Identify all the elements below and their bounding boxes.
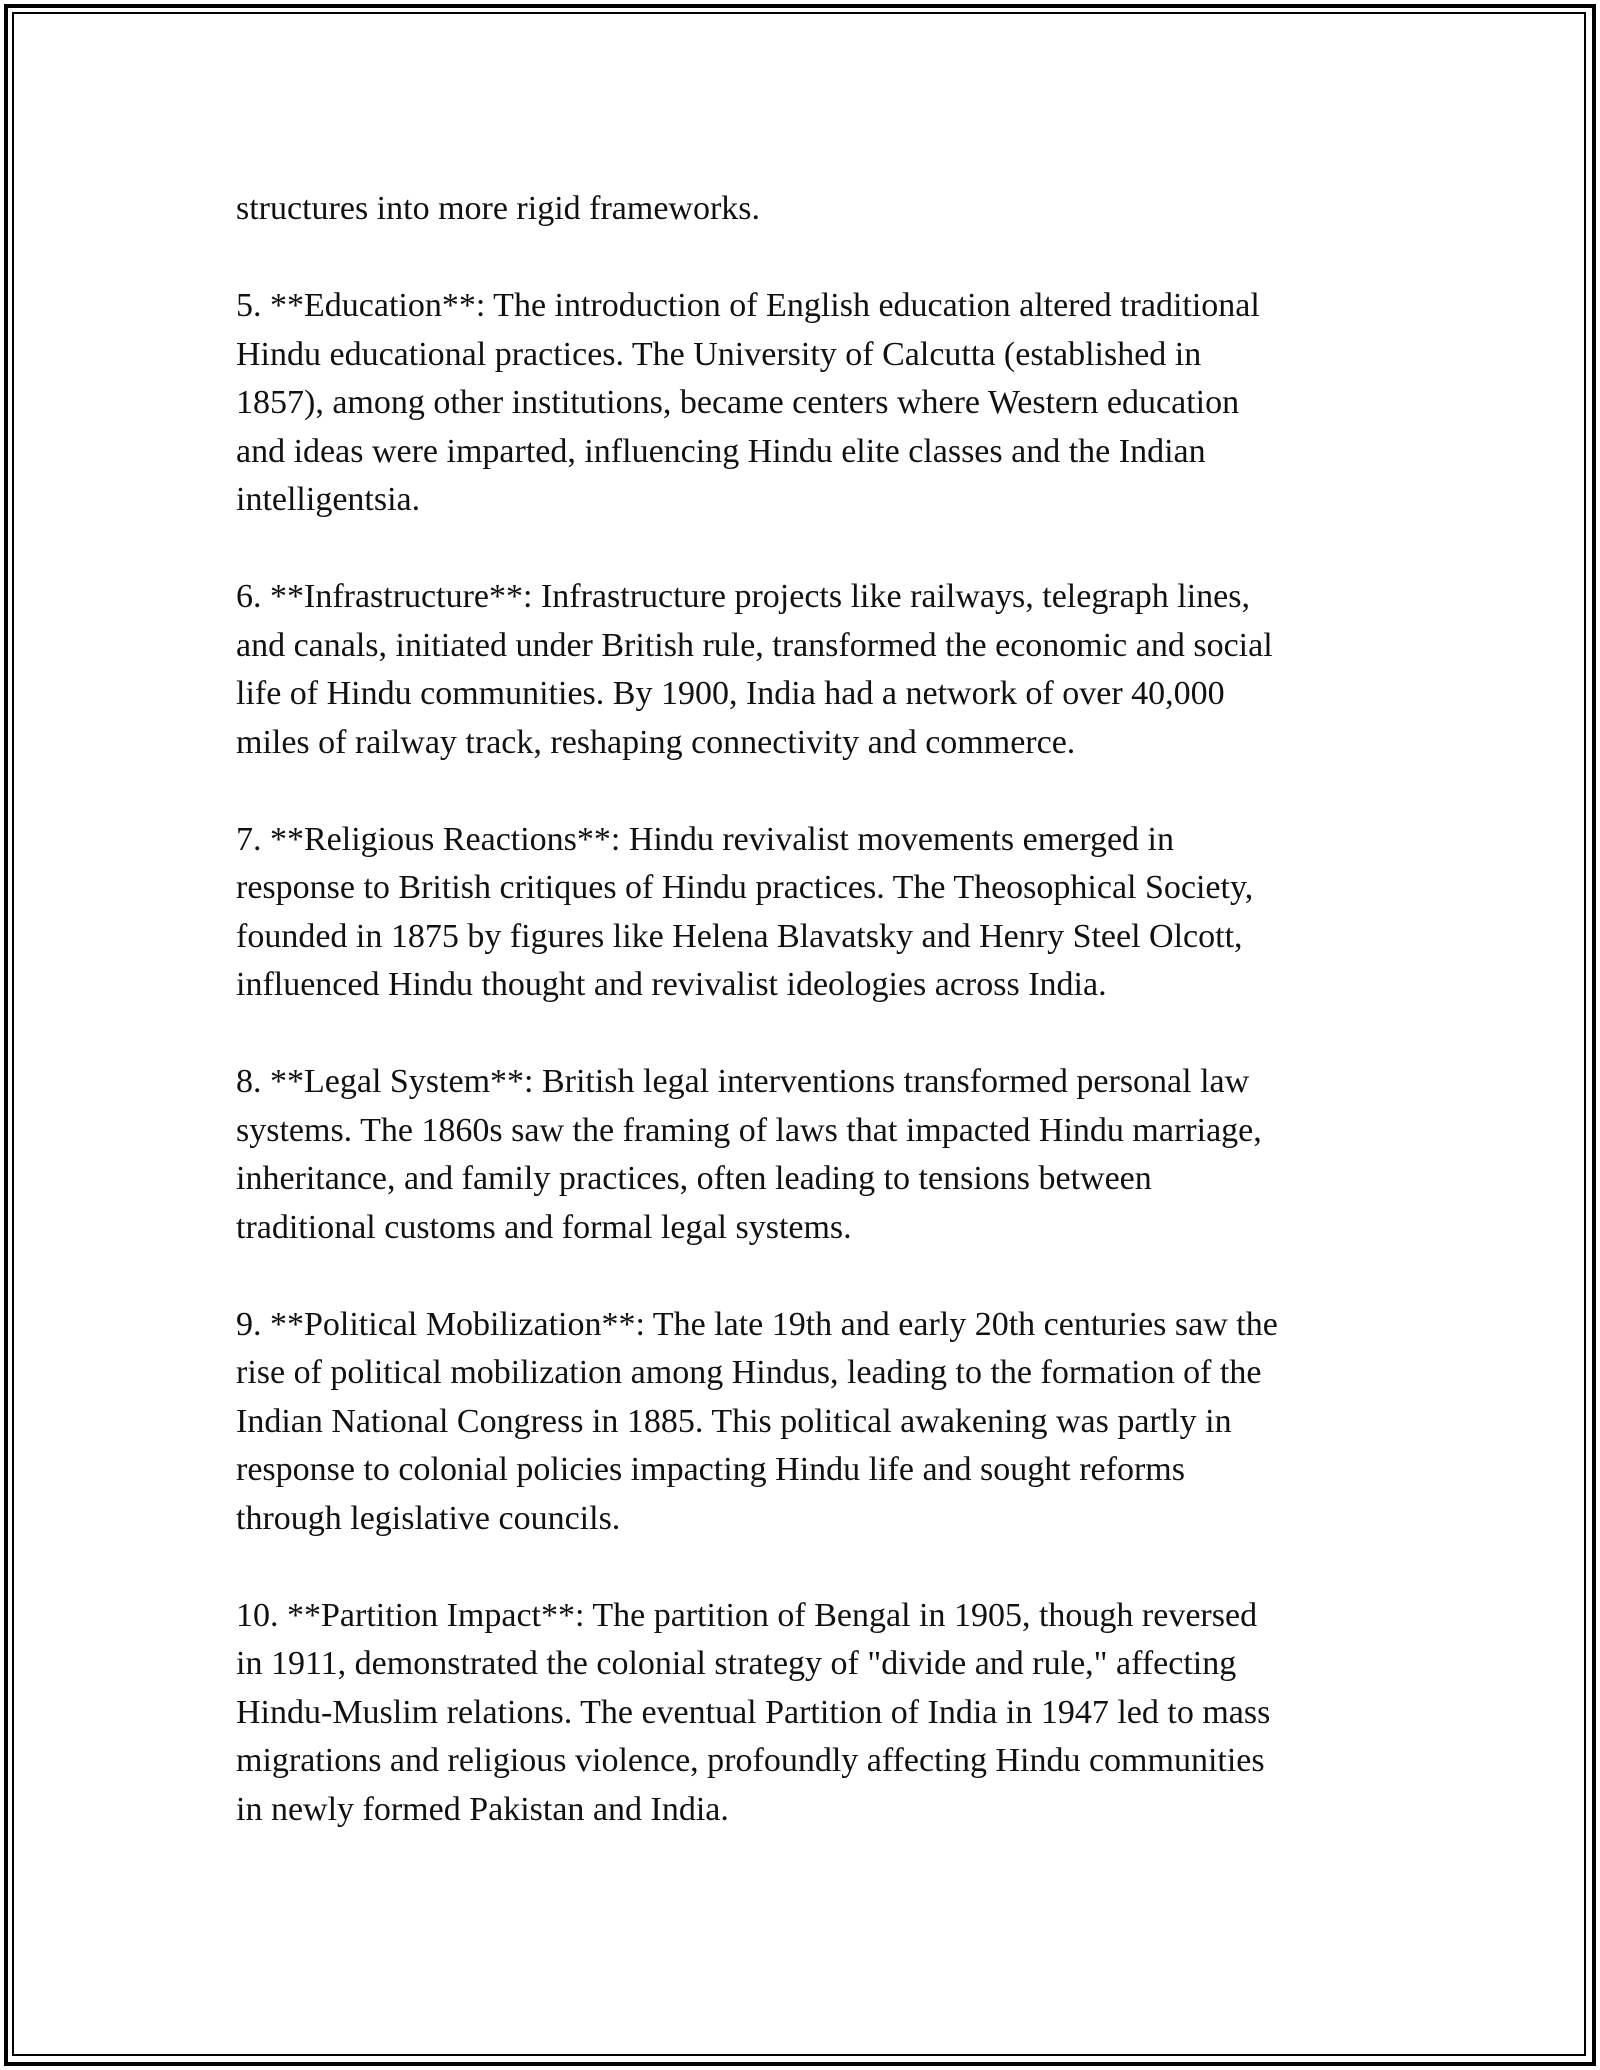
paragraph-religious-reactions: 7. **Religious Reactions**: Hindu revivalist movements emerged in response to British critiques of Hindu practices. The Theosophical Society, founded in 1875 by figures like Helena Blavatsky and Henry Steel Olcott, influenced Hindu thought and revivalist ideologies across India. (236, 820, 1254, 1003)
paragraph-political-mobilization: 9. **Political Mobilization**: The late 19th and early 20th centuries saw the rise of political mobilization among Hindus, leading to the formation of the Indian National Congress in 1885. This political awakening was partly in response to colonial policies impacting Hindu life and sought reforms through legislative councils. (236, 1305, 1278, 1537)
document-body (236, 185, 1376, 1834)
paragraph-education: 5. **Education**: The introduction of English education altered traditional Hindu educational practices. The University of Calcutta (established in 1857), among other institutions, became centers where Western education and ideas were imparted, influencing Hindu elite classes and the Indian intelligentsia. (236, 287, 1260, 518)
paragraph-legal-system: 8. **Legal System**: British legal interventions transformed personal law systems. The 1860s saw the framing of laws that impacted Hindu marriage, inheritance, and family practices, often leading to tensions between traditional customs and formal legal systems. (236, 1063, 1262, 1246)
paragraph-infrastructure: 6. **Infrastructure**: Infrastructure projects like railways, telegraph lines, and canals, initiated under British rule, transformed the economic and social life of Hindu communities. By 1900, India had a network of over 40,000 miles of railway track, reshaping connectivity and commerce. (236, 578, 1273, 761)
paragraph-continuation: structures into more rigid frameworks. (236, 190, 761, 227)
paragraph-partition-impact: 10. **Partition Impact**: The partition of Bengal in 1905, though reversed in 1911, demonstrated the colonial strategy of "divide and rule," affecting Hindu-Muslim relations. The eventual Partition of India in 1947 led to mass migrations and religious violence, profoundly affecting Hindu communities in newly formed Pakistan and India. (236, 1596, 1271, 1828)
